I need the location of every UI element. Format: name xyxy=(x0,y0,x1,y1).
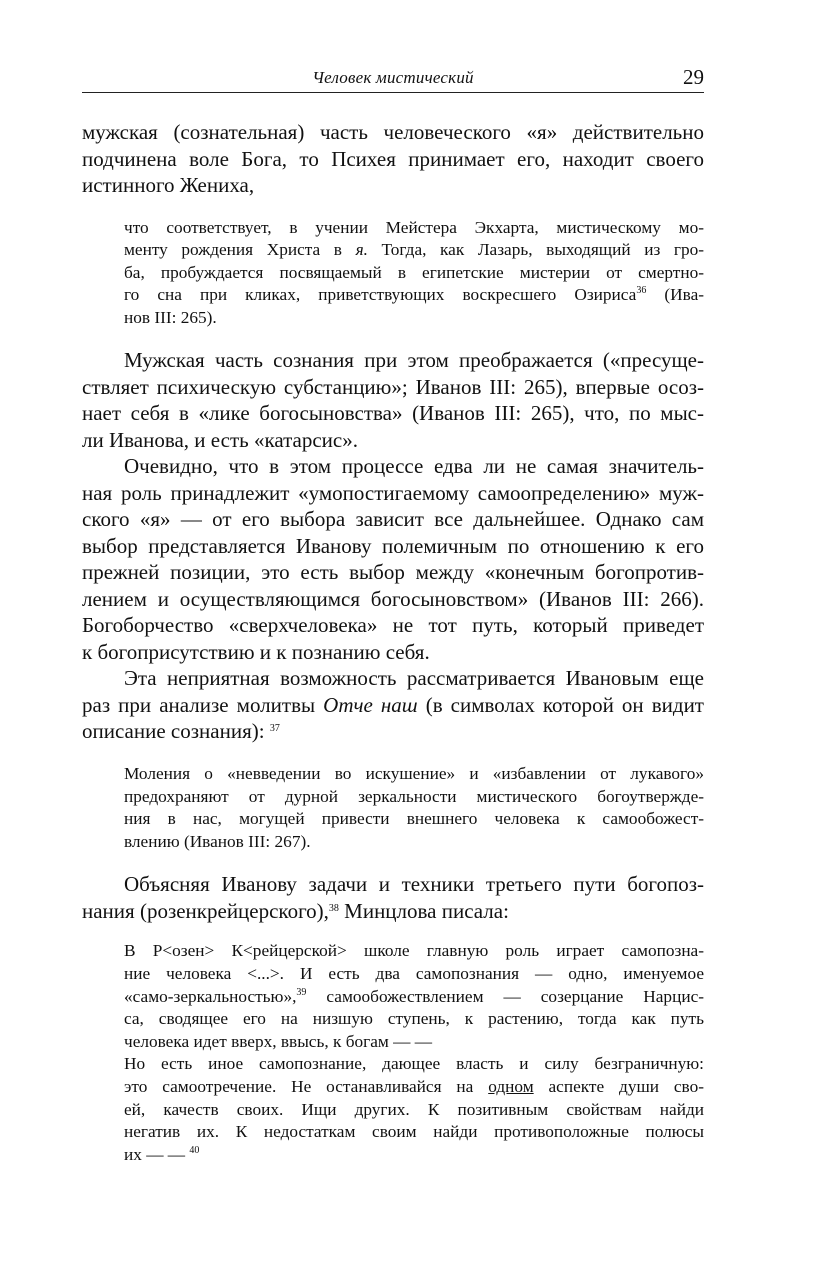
text-line: ского «я» — от его выбора зависит все дальнейшее. Однако сам xyxy=(82,507,704,532)
block-quote-3 xyxy=(82,940,704,1166)
paragraph-5 xyxy=(82,871,704,924)
underlined-word: одном xyxy=(488,1076,534,1096)
text-line: мужская (сознательная) часть человеческого «я» действительно xyxy=(82,120,704,144)
text-line: нает себя в «лике богосыновства» (Иванов III: 265), что, по мыс- xyxy=(82,401,704,426)
text-line: выбор представляется Иванову полемичным по отношению к его xyxy=(82,533,704,558)
italic-prayer-title: Отче наш xyxy=(323,692,418,717)
quote-line: предохраняют от дурной зеркальности мистического богоутвержде- xyxy=(124,786,704,806)
italic-word: я. xyxy=(355,240,368,260)
text-line: Эта неприятная возможность рассматривается Ивановым еще xyxy=(124,666,704,691)
text-line: ли Иванова, и есть «катарсис». xyxy=(82,427,358,452)
block-quote-1 xyxy=(82,217,704,330)
text-line: прежней позиции, это есть выбор между «конечным богопротив- xyxy=(82,560,704,585)
footnote-ref-38[interactable]: 38 xyxy=(328,902,339,914)
paragraph-1 xyxy=(82,119,704,199)
quote-line: нов III: 265). xyxy=(124,307,217,327)
text-line: Мужская часть сознания при этом преображается («пресуще- xyxy=(124,348,704,373)
quote-line: ей, качеств своих. Ищи других. К позитивным свойствам найди xyxy=(124,1099,704,1119)
block-quote-2 xyxy=(82,763,704,853)
text-line: Объясняя Иванову задачи и техники третьего пути богопоз- xyxy=(124,872,704,897)
quote-line: человека идет вверх, ввысь, к богам — — xyxy=(124,1031,433,1051)
paragraph-3 xyxy=(82,453,704,665)
footnote-ref-37[interactable]: 37 xyxy=(269,723,280,735)
running-header xyxy=(82,62,704,93)
footnote-ref-36[interactable]: 36 xyxy=(636,285,647,297)
paragraph-4 xyxy=(82,665,704,745)
text-line: нания (розенкрейцерского),$^{38}$ Минцлова писала: xyxy=(82,898,509,923)
text-line: к богоприсутствию и к познанию себя. xyxy=(82,639,430,664)
text-line: истинного Жениха, xyxy=(82,173,255,197)
text-line: ствляет психическую субстанцию»; Иванов III: 265), впервые осоз- xyxy=(82,374,704,399)
quote-line: ба, пробуждается посвящаемый в египетские мистерии от смертно- xyxy=(124,262,704,282)
quote-line: что соответствует, в учении Мейстера Экхарта, мистическому мо- xyxy=(124,217,704,237)
quote-line: их — — $^{40}$ xyxy=(124,1144,200,1164)
book-page xyxy=(82,62,704,1166)
text-line: подчинена воле Бога, то Психея принимает его, находит своего xyxy=(82,146,704,171)
paragraph-2 xyxy=(82,347,704,453)
page-number: 29 xyxy=(683,65,704,89)
text-line: Богоборчество «сверхчеловека» не тот путь, который приведет xyxy=(82,613,704,638)
quote-line: са, сводящее его на низшую ступень, к растению, тогда как путь xyxy=(124,1009,704,1029)
footnote-ref-40[interactable]: 40 xyxy=(189,1144,200,1156)
text-line: описание сознания): $^{37}$ xyxy=(82,719,280,744)
quote-line: негатив их. К недостаткам своим найди противоположные полюсы xyxy=(124,1122,704,1142)
footnote-ref-39[interactable]: 39 xyxy=(296,986,307,998)
text-line: ная роль принадлежит «умопостигаемому самоопределению» муж- xyxy=(82,480,704,505)
page-body xyxy=(82,119,704,1166)
text-line: лением и осуществляющимся богосыновством» (Иванов III: 266). xyxy=(82,586,704,611)
text-line: Очевидно, что в этом процессе едва ли не самая значитель- xyxy=(124,454,704,479)
quote-line: Моления о «невведении во искушение» и «избавлении от лукавого» xyxy=(124,763,704,783)
quote-line: менту рождения Христа в я. Тогда, как Лазарь, выходящий из гро- xyxy=(124,240,704,260)
quote-line: Но есть иное самопознание, дающее власть и силу безграничную: xyxy=(124,1054,704,1074)
quote-line: В Р<озен> К<рейцерской> школе главную роль играет самопозна- xyxy=(124,941,704,961)
quote-line: го сна при кликах, приветствующих воскресшего Озириса$^{36}$ (Ива- xyxy=(124,285,704,305)
quote-line: ния в нас, могущей привести внешнего человека к самообожест- xyxy=(124,809,704,829)
quote-line: влению (Иванов III: 267). xyxy=(124,831,311,851)
running-title: Человек мистический xyxy=(312,68,474,87)
quote-line: это самоотречение. Не останавливайся на одном аспекте души сво- xyxy=(124,1076,704,1096)
quote-line: ние человека <...>. И есть два самопознания — одно, именуемое xyxy=(124,963,704,983)
text-line: раз при анализе молитвы Отче наш (в символах которой он видит xyxy=(82,692,704,717)
quote-line: «само-зеркальностью»,$^{39}$ самообожествлением — созерцание Нарцис- xyxy=(124,986,704,1006)
